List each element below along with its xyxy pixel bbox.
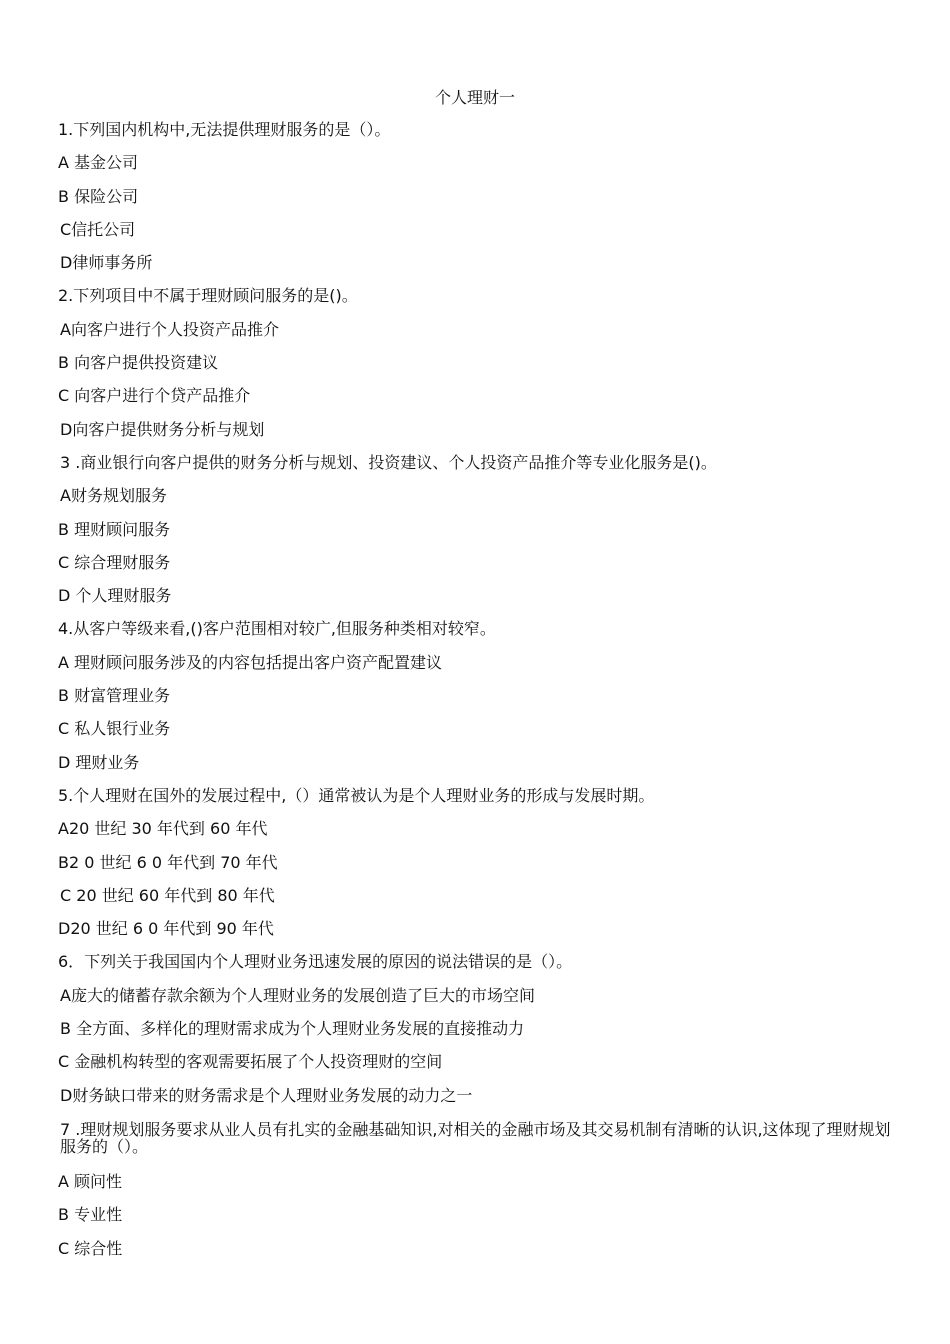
document-title: 个人理财一 xyxy=(434,88,515,107)
document-body xyxy=(58,119,898,1271)
question-4: 4.从客户等级来看,()客户范围相对较广,但服务种类相对较窄。 xyxy=(58,619,496,639)
question-5-option-c: C 20 世纪 60 年代到 80 年代 xyxy=(60,885,275,905)
question-3: 3 .商业银行向客户提供的财务分析与规划、投资建议、个人投资产品推介等专业化服务是()。 xyxy=(60,452,717,472)
question-5-option-b: B2 0 世纪 6 0 年代到 70 年代 xyxy=(58,852,278,872)
question-2-option-a: A向客户进行个人投资产品推介 xyxy=(60,319,279,339)
question-6-option-c: C 金融机构转型的客观需要拓展了个人投资理财的空间 xyxy=(58,1052,443,1072)
question-5: 5.个人理财在国外的发展过程中,（）通常被认为是个人理财业务的形成与发展时期。 xyxy=(58,785,655,805)
question-6: 6．下列关于我国国内个人理财业务迅速发展的原因的说法错误的是（）。 xyxy=(58,952,573,972)
question-7-option-c: C 综合性 xyxy=(58,1238,123,1258)
question-3-option-b: B 理财顾问服务 xyxy=(58,519,171,539)
question-4-option-a: A 理财顾问服务涉及的内容包括提出客户资产配置建议 xyxy=(58,652,443,672)
question-2-option-d: D向客户提供财务分析与规划 xyxy=(60,419,265,439)
question-5-option-a: A20 世纪 30 年代到 60 年代 xyxy=(58,819,268,839)
question-4-option-b: B 财富管理业务 xyxy=(58,686,171,706)
question-6-option-a: A庞大的储蓄存款余额为个人理财业务的发展创造了巨大的市场空间 xyxy=(60,985,535,1005)
question-6-option-b: B 全方面、多样化的理财需求成为个人理财业务发展的直接推动力 xyxy=(60,1019,525,1039)
question-1-option-b: B 保险公司 xyxy=(58,186,139,206)
question-4-option-c: C 私人银行业务 xyxy=(58,719,171,739)
question-5-option-d: D20 世纪 6 0 年代到 90 年代 xyxy=(58,919,274,939)
question-4-option-d: D 理财业务 xyxy=(58,752,140,772)
question-1: 1.下列国内机构中,无法提供理财服务的是（）。 xyxy=(58,120,391,139)
question-7: 7 .理财规划服务要求从业人员有扎实的金融基础知识,对相关的金融市场及其交易机制有清晰的认识,这体现了理财规划服务的（）。 xyxy=(60,1119,891,1156)
question-3-option-d: D 个人理财服务 xyxy=(58,586,172,606)
question-6-option-d: D财务缺口带来的财务需求是个人理财业务发展的动力之一 xyxy=(60,1085,473,1105)
question-1-option-d: D律师事务所 xyxy=(60,253,153,273)
question-1-option-a: A 基金公司 xyxy=(58,153,139,173)
question-2: 2.下列项目中不属于理财顾问服务的是()。 xyxy=(58,286,358,306)
question-2-option-c: C 向客户进行个贷产品推介 xyxy=(58,386,251,406)
question-1-option-c: C信托公司 xyxy=(60,219,136,239)
question-7-option-a: A 顾问性 xyxy=(58,1171,123,1191)
question-2-option-b: B 向客户提供投资建议 xyxy=(58,353,219,373)
question-3-option-a: A财务规划服务 xyxy=(60,486,167,506)
question-7-option-b: B 专业性 xyxy=(58,1205,123,1225)
question-3-option-c: C 综合理财服务 xyxy=(58,552,171,572)
